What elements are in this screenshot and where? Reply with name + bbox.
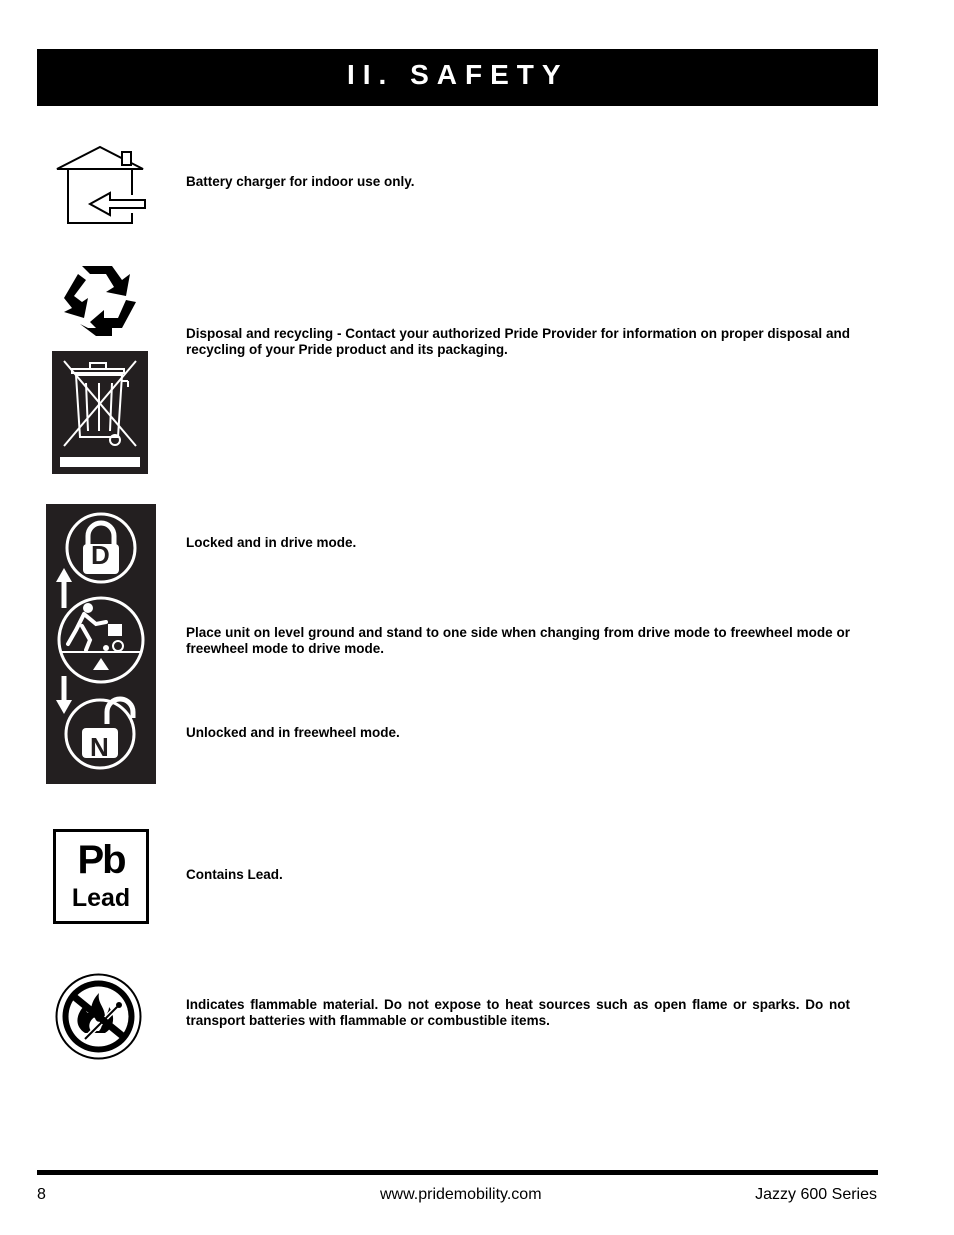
unlocked-freewheel-text: Unlocked and in freewheel mode. [186,725,400,740]
contains-lead-text: Contains Lead. [186,867,283,882]
page-number: 8 [37,1186,46,1203]
locked-drive-text: Locked and in drive mode. [186,535,357,550]
footer-rule [37,1170,878,1175]
disposal-recycling-text: Disposal and recycling - Contact your authorized Pride Provider for information on proper disposal and recycling of your Pride product and its packaging. [186,326,850,357]
recycle-icon [60,262,140,338]
lead-icon [53,829,149,924]
freewheel-mode-letter: N [90,732,109,762]
indoor-use-text: Battery charger for indoor use only. [186,174,415,189]
footer-series: Jazzy 600 Series [755,1186,877,1203]
indoor-use-icon [52,143,148,227]
lead-symbol: Pb [77,838,125,882]
section-header-banner [37,49,878,106]
footer-url: www.pridemobility.com [380,1186,542,1203]
lead-word: Lead [71,884,131,912]
section-title: II. SAFETY [347,59,569,90]
wheelie-bin-disposal-icon [52,351,148,474]
drive-mode-letter: D [91,540,110,570]
level-ground-text: Place unit on level ground and stand to one side when changing from drive mode to freewheel mode or freewheel mode to drive mode. [186,625,850,656]
flammable-text: Indicates flammable material. Do not expose to heat sources such as open flame or sparks. Do not transport batteries with flammable or combustible items. [186,997,850,1028]
no-flame-icon [55,973,142,1060]
